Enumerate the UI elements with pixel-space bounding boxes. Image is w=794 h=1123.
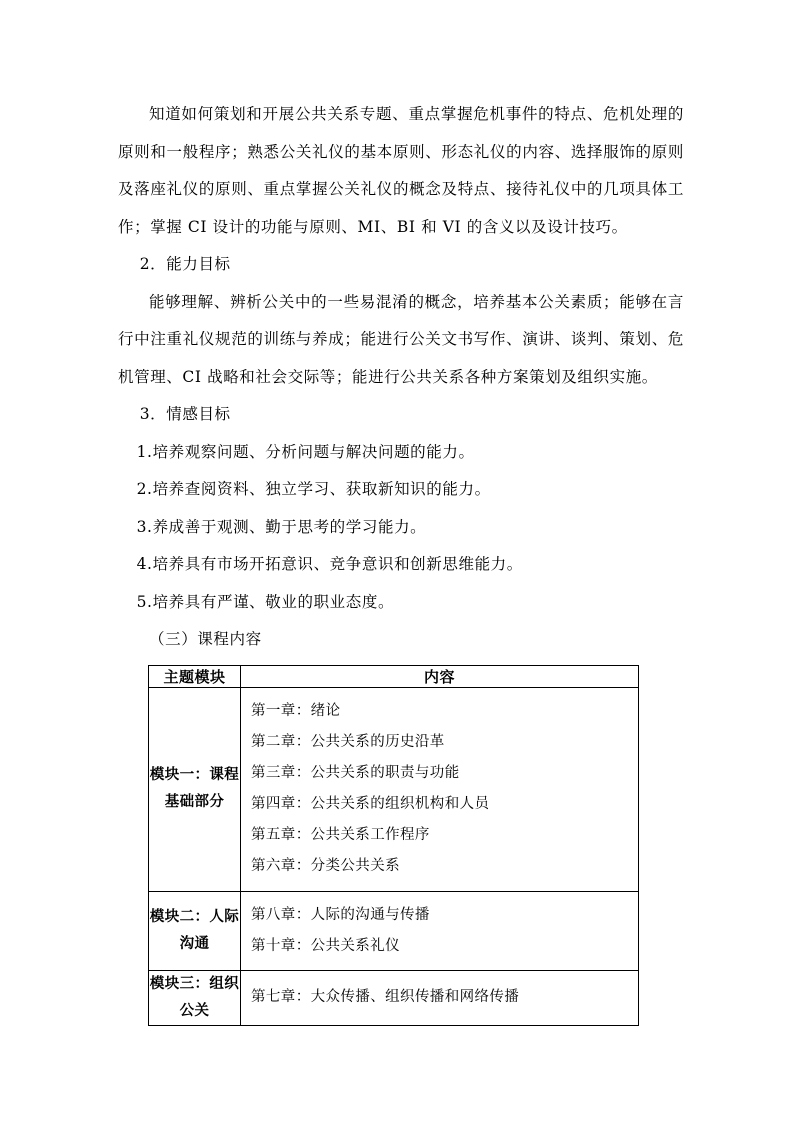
- table-row: [149, 891, 639, 970]
- list-item: 5.培养具有严谨、敬业的职业态度。: [136, 592, 395, 611]
- table-cell-chapters: [241, 687, 639, 891]
- heading-emotion-goal: 3．情感目标: [139, 405, 231, 423]
- heading-course-content: （三）课程内容: [149, 630, 262, 648]
- chapter-line: 第一章：绪论: [251, 702, 341, 719]
- table-row: [149, 687, 639, 891]
- list-item: 1.培养观察问题、分析问题与解决问题的能力。: [136, 442, 475, 461]
- chapter-line: 第六章：分类公共关系: [251, 858, 400, 875]
- paragraph-knowledge-goal: 知道如何策划和开展公共关系专题、重点掌握危机事件的特点、危机处理的原则和一般程序；熟悉公关礼仪的基本原则、形态礼仪的内容、选择服饰的原则及落座礼仪的原则、重点掌握公关礼仪的概念及特点、接待礼仪中的几项具体工作；掌握 CI 设计的功能与原则、MI、BI 和 VI 的含义以及设计技巧。: [118, 105, 684, 236]
- table-cell-module: 模块二：人际沟通: [149, 891, 241, 970]
- table-header-content: 内容: [241, 665, 639, 687]
- table-row: [149, 970, 639, 1025]
- table-header-row: [149, 665, 639, 687]
- chapter-line: 第三章：公共关系的职责与功能: [251, 764, 460, 781]
- chapter-line: 第五章：公共关系工作程序: [251, 827, 430, 844]
- table-cell-chapters: [241, 970, 639, 1025]
- chapter-line: 第二章：公共关系的历史沿革: [251, 733, 445, 750]
- chapter-line: 第十章：公共关系礼仪: [251, 937, 400, 954]
- heading-ability-goal: 2．能力目标: [139, 255, 231, 273]
- paragraph-ability-goal: 能够理解、辨析公关中的一些易混淆的概念，培养基本公关素质；能够在言行中注重礼仪规范的训练与养成；能进行公关文书写作、演讲、谈判、策划、危机管理、CI 战略和社会交际等；能进行公共关系各种方案策划及组织实施。: [118, 292, 684, 386]
- list-item: 3.养成善于观测、勤于思考的学习能力。: [136, 517, 427, 536]
- table-header-module: 主题模块: [149, 665, 241, 687]
- list-item: 2.培养查阅资料、独立学习、获取新知识的能力。: [136, 480, 491, 498]
- course-content-table: [148, 665, 639, 1026]
- chapter-line: 第八章：人际的沟通与传播: [251, 906, 430, 923]
- chapter-list: [241, 892, 638, 970]
- chapter-line: 第七章：大众传播、组织传播和网络传播: [251, 989, 520, 1006]
- table-cell-module: 模块三：组织公关: [149, 970, 241, 1025]
- list-item: 4.培养具有市场开拓意识、竞争意识和创新思维能力。: [136, 555, 523, 573]
- chapter-list: [241, 688, 638, 891]
- chapter-line: 第四章：公共关系的组织机构和人员: [251, 796, 490, 813]
- table-cell-chapters: [241, 891, 639, 970]
- table-cell-module: 模块一：课程基础部分: [149, 687, 241, 891]
